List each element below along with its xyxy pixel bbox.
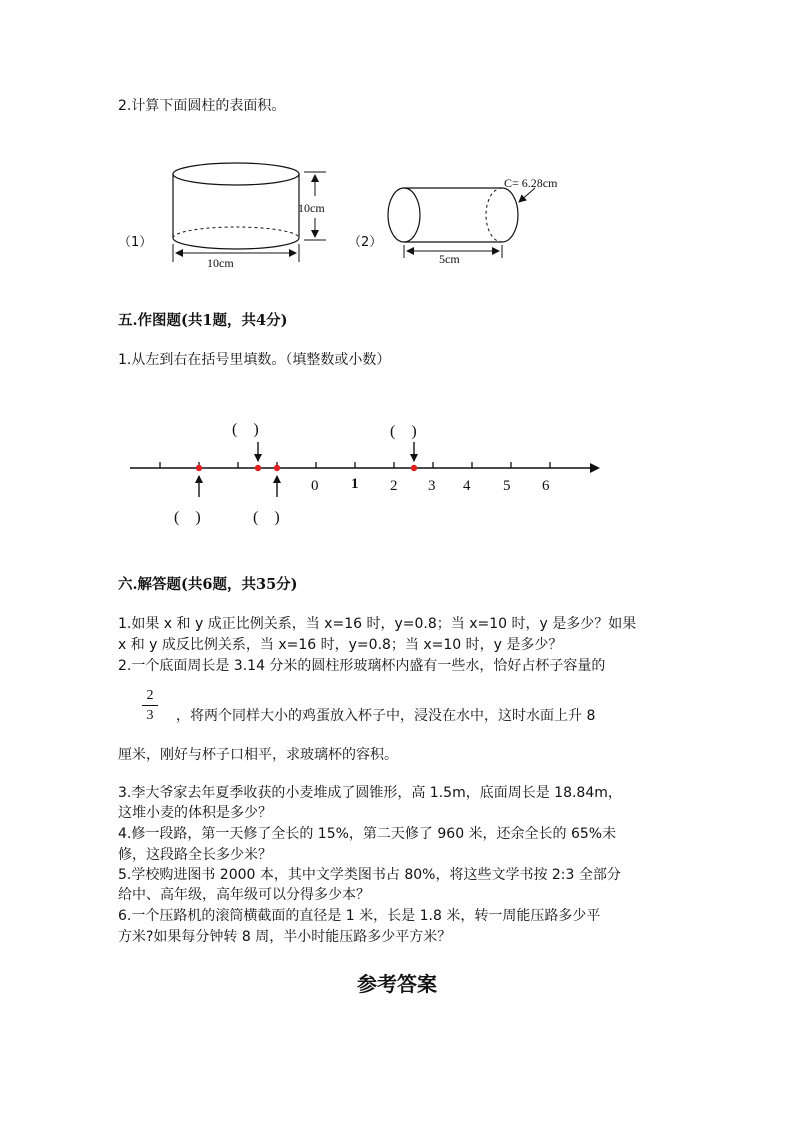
answer-blank: ( ) [390,423,417,440]
q1-line1: 1.如果 x 和 y 成正比例关系，当 x=16 时，y=0.8；当 x=10 时，y 是多少？如果 [118,616,637,632]
section5-heading: 五.作图题(共1题，共4分) [118,312,288,329]
fig1-height-label: 10cm [298,201,325,215]
q2-line1: 2.一个底面周长是 3.14 分米的圆柱形玻璃杯内盛有一些水，恰好占杯子容量的 [118,658,606,674]
point-marker [274,465,280,471]
q5-line2: 给中、高年级，高年级可以分得多少本？ [118,887,370,903]
q4-line2: 修，这段路全长多少米？ [118,847,272,863]
q1-line2: x 和 y 成反比例关系，当 x=16 时，y=0.8；当 x=10 时，y 是多少？ [118,637,563,653]
answer-blank: ( ) [174,509,201,526]
tick-label: 3 [428,478,436,494]
q2-title: 2.计算下面圆柱的表面积。 [118,98,286,114]
q3-line2: 这堆小麦的体积是多少？ [118,805,272,821]
tick-label: 1 [351,476,359,492]
fig2-circumference-label: C= 6.28cm [504,176,558,190]
fraction-numerator: 2 [146,688,154,703]
answer-blank: ( ) [232,421,259,438]
point-marker [411,465,417,471]
section6-heading: 六.解答题(共6题，共35分) [118,576,298,593]
q5-line1: 5.学校购进图书 2000 本，其中文学类图书占 80%，将这些文学书按 2:3 全部分 [118,867,621,883]
answer-blank: ( ) [253,509,280,526]
q6-line1: 6.一个压路机的滚筒横截面的直径是 1 米，长是 1.8 米，转一周能压路多少平 [118,908,601,924]
point-marker [196,465,202,471]
answer-title: 参考答案 [357,972,437,996]
tick-label: 0 [311,478,319,494]
section5-q1: 1.从左到右在括号里填数。（填整数或小数） [118,352,391,368]
tick-label: 4 [463,478,471,494]
fraction [140,687,160,724]
point-marker [255,465,261,471]
tick-label: 5 [503,478,511,494]
fig2-label: （2） [348,235,383,250]
q2-line3: 厘米，刚好与杯子口相平，求玻璃杯的容积。 [118,747,398,763]
tick-label: 6 [542,478,550,494]
q2-line2: ，将两个同样大小的鸡蛋放入杯子中，浸没在水中，这时水面上升 8 [176,708,596,724]
tick-label: 2 [390,478,398,494]
fig1-label: （1） [118,235,153,250]
fraction-denominator: 3 [146,708,154,723]
fig2-length-label: 5cm [439,252,460,266]
q6-line2: 方米?如果每分钟转 8 周，半小时能压路多少平方米？ [118,929,452,945]
fig1-diameter-label: 10cm [207,256,234,270]
number-line-ticks [160,462,550,468]
q4-line1: 4.修一段路，第一天修了全长的 15%，第二天修了 960 米，还余全长的 65%未 [118,826,617,842]
q3-line1: 3.李大爷家去年夏季收获的小麦堆成了圆锥形，高 1.5m，底面周长是 18.84m， [118,785,622,801]
